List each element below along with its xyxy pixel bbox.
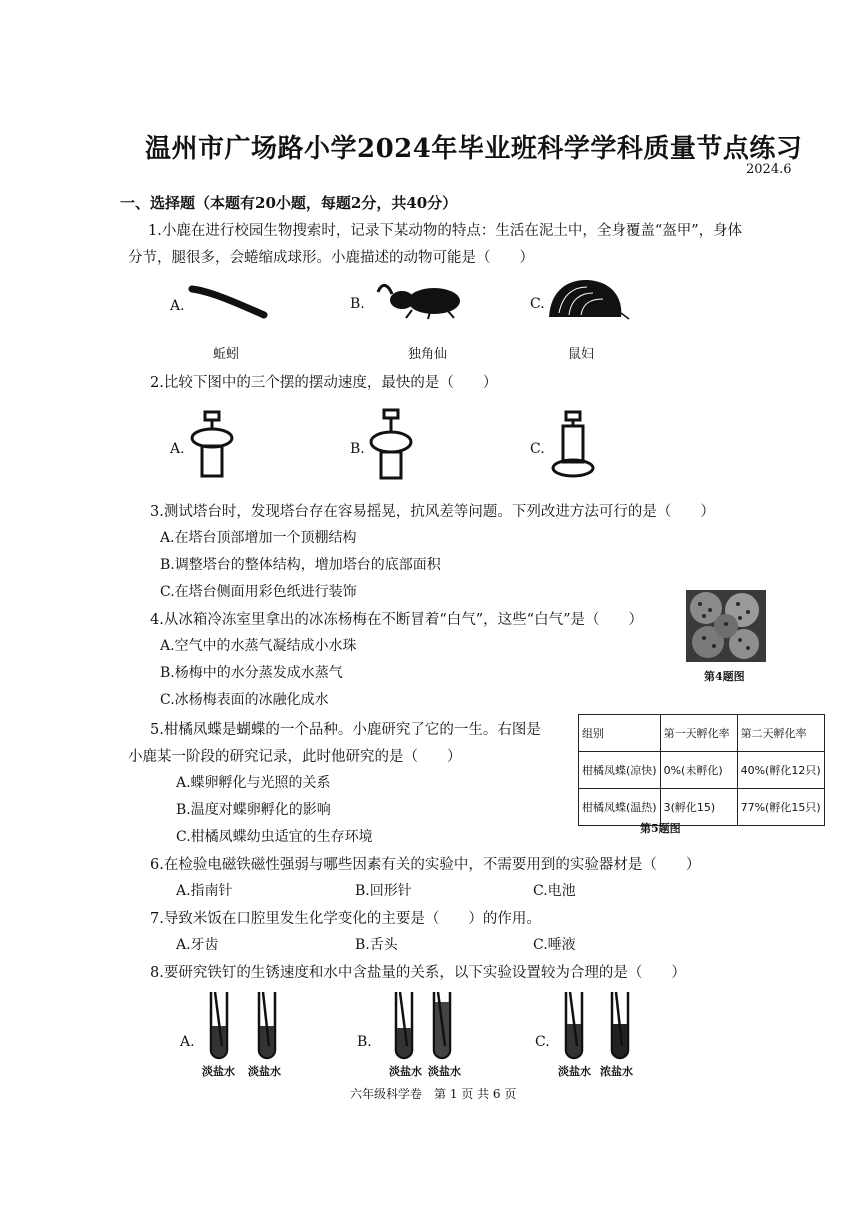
q3-option-b: B.调整塔台的整体结构，增加塔台的底部面积 [160,557,441,573]
q4-figure-caption: 第4题图 [704,670,745,683]
table-cell: 3(孵化15) [660,789,737,826]
table-row [579,789,825,826]
q1-option-a-letter: A. [170,298,185,314]
section-heading: 一、选择题（本题有20小题，每题2分，共40分） [120,194,458,212]
q8-c-tube-label-1: 淡盐水 [558,1065,591,1078]
q7-option-c: C.唾液 [533,937,576,953]
table-header-cell: 组别 [579,715,661,752]
q2-option-a-letter: A. [170,441,185,457]
q3-option-a: A.在塔台顶部增加一个顶棚结构 [160,530,357,546]
q6-option-b: B.回形针 [355,883,412,899]
q8-b-tube-label-1: 淡盐水 [389,1065,422,1078]
q8-a-tube-label-1: 淡盐水 [202,1065,235,1078]
q2-option-b-letter: B. [350,441,365,457]
table-cell: 柑橘凤蝶(凉快) [579,752,661,789]
question-7-line-1: 7.导致米饭在口腔里发生化学变化的主要是（ ）的作用。 [150,911,541,927]
q5-record-table [578,714,825,826]
table-cell: 40%(孵化12只) [737,752,824,789]
exam-date: 2024.6 [746,162,792,177]
q4-option-c: C.冰杨梅表面的冰融化成水 [160,692,329,708]
q8-option-c-letter: C. [535,1034,550,1050]
q6-option-c: C.电池 [533,883,576,899]
q1-option-c-caption: 鼠妇 [568,347,595,362]
q5-option-b: B.温度对蝶卵孵化的影响 [176,802,331,818]
q1-option-c-letter: C. [530,296,545,312]
question-6-line-1: 6.在检验电磁铁磁性强弱与哪些因素有关的实验中，不需要用到的实验器材是（ ） [150,857,701,873]
table-cell: 柑橘凤蝶(温热) [579,789,661,826]
pendulum-icon [368,408,418,480]
table-header-cell: 第一天孵化率 [660,715,737,752]
table-row [579,752,825,789]
table-cell: 77%(孵化15只) [737,789,824,826]
q5-option-c: C.柑橘凤蝶幼虫适宜的生存环境 [176,829,373,845]
test-tubes-icon [205,988,285,1060]
earthworm-icon [188,283,268,323]
test-tubes-icon [560,988,640,1060]
pendulum-icon [550,410,600,480]
q1-option-a-caption: 蚯蚓 [213,347,240,362]
q8-a-tube-label-2: 淡盐水 [248,1065,281,1078]
q5-option-a: A.蝶卵孵化与光照的关系 [176,775,331,791]
q7-option-b: B.舌头 [355,937,398,953]
rhinoceros-beetle-icon [372,280,467,320]
q4-option-a: A.空气中的水蒸气凝结成小水珠 [160,638,357,654]
q2-option-c-letter: C. [530,441,545,457]
table-header-cell: 第二天孵化率 [737,715,824,752]
q8-c-tube-label-2: 浓盐水 [600,1065,633,1078]
q5-figure-caption: 第5题图 [640,822,681,835]
q7-option-a: A.牙齿 [176,937,219,953]
q8-b-tube-label-2: 淡盐水 [428,1065,461,1078]
table-row [579,715,825,752]
question-2-line-1: 2.比较下图中的三个摆的摆动速度，最快的是（ ） [150,375,498,391]
pendulum-icon [190,410,240,480]
q4-option-b: B.杨梅中的水分蒸发成水蒸气 [160,665,343,681]
frozen-bayberry-photo [686,590,766,662]
question-3-line-1: 3.测试塔台时，发现塔台存在容易摇晃，抗风差等问题。下列改进方法可行的是（ ） [150,504,715,520]
question-4-line-1: 4.从冰箱冷冻室里拿出的冰冻杨梅在不断冒着“白气”，这些“白气”是（ ） [150,612,643,628]
table-cell: 0%(未孵化) [660,752,737,789]
question-5-line-1: 5.柑橘凤蝶是蝴蝶的一个品种。小鹿研究了它的一生。右图是 [150,722,541,738]
q8-option-a-letter: A. [180,1034,195,1050]
woodlouse-icon [545,275,630,325]
question-8-line-1: 8.要研究铁钉的生锈速度和水中含盐量的关系，以下实验设置较为合理的是（ ） [150,965,686,981]
question-1-line-2: 分节，腿很多，会蜷缩成球形。小鹿描述的动物可能是（ ） [128,250,534,266]
q1-option-b-caption: 独角仙 [408,347,448,362]
question-1-line-1: 1.小鹿在进行校园生物搜索时，记录下某动物的特点：生活在泥土中，全身覆盖“盔甲”，身体 [148,223,743,239]
question-5-line-2: 小鹿某一阶段的研究记录，此时他研究的是（ ） [128,749,462,765]
exam-title: 温州市广场路小学2024年毕业班科学学科质量节点练习 [145,134,803,164]
test-tubes-icon [390,988,470,1060]
q8-option-b-letter: B. [357,1034,372,1050]
page-footer: 六年级科学卷 第 1 页 共 6 页 [350,1087,517,1101]
q6-option-a: A.指南针 [176,883,233,899]
q3-option-c: C.在塔台侧面用彩色纸进行装饰 [160,584,357,600]
q1-option-b-letter: B. [350,296,365,312]
